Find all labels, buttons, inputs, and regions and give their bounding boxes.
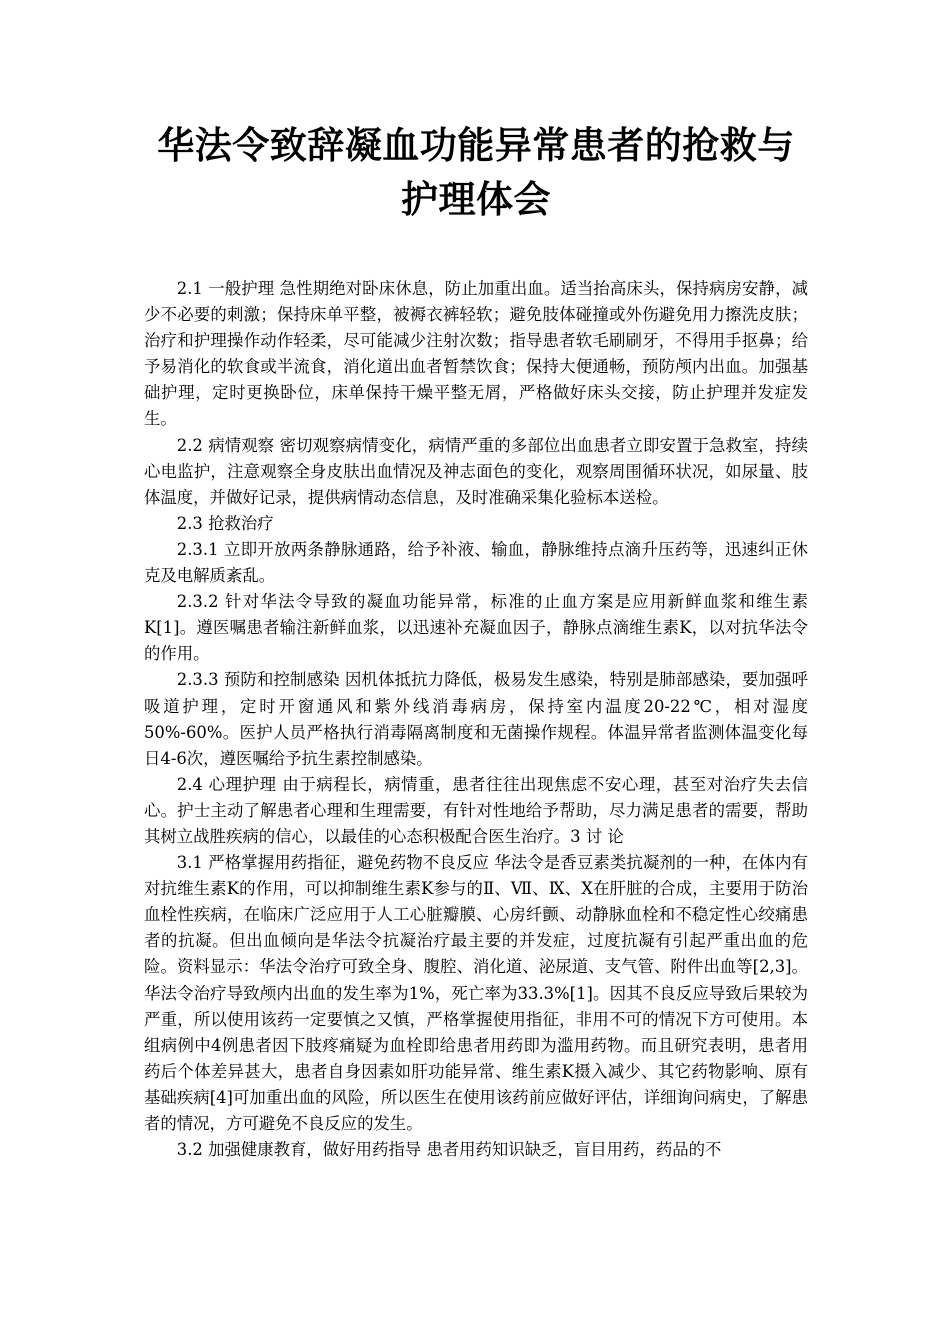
document-body (144, 276, 808, 1163)
paragraph-2-2-observation: 2.2 病情观察 密切观察病情变化，病情严重的多部位出血患者立即安置于急救室，持续心电监护，注意观察全身皮肤出血情况及神志面色的变化，观察周围循环状况，如尿量、肢体温度，并做好记录，提供病情动态信息，及时准确采集化验标本送检。 (144, 435, 808, 507)
paragraph-3-1: 3.1 严格掌握用药指征，避免药物不良反应 华法令是香豆素类抗凝剂的一种，在体内有对抗维生素K的作用，可以抑制维生素K参与的Ⅱ、Ⅶ、Ⅸ、Ⅹ在肝脏的合成，主要用于防治血栓性疾病，在临床广泛应用于人工心脏瓣膜、心房纤颤、动静脉血栓和不稳定性心绞痛患者的抗凝。但出血倾向是华法令抗凝治疗最主要的并发症，过度抗凝有引起严重出血的危险。资料显示：华法令治疗可致全身、腹腔、消化道、泌尿道、支气管、附件出血等[2,3]。华法令治疗导致颅内出血的发生率为1%，死亡率为33.3%[1]。因其不良反应导致后果较为严重，所以使用该药一定要慎之又慎，严格掌握使用指征，非用不可的情况下方可使用。本组病例中4例患者因下肢疼痛疑为血栓即给患者用药即为滥用药物。而且研究表明，患者用药后个体差异甚大，患者自身因素如肝功能异常、维生素K摄入减少、其它药物影响、原有基础疾病[4]可加重出血的风险，所以医生在使用该药前应做好评估，详细询问病史，了解患者的情况，方可避免不良反应的发生。 (144, 853, 808, 1133)
document-page (144, 118, 808, 1163)
document-title: 华法令致辞凝血功能异常患者的抢救与护理体会 (157, 123, 795, 221)
paragraph-3-2: 3.2 加强健康教育，做好用药指导 患者用药知识缺乏，盲目用药，药品的不 (176, 1140, 722, 1160)
paragraph-2-1-general-care: 2.1 一般护理 急性期绝对卧床休息，防止加重出血。适当抬高床头，保持病房安静，减少不必要的刺激；保持床单平整，被褥衣裤轻软；避免肢体碰撞或外伤避免用力擦洗皮肤；治疗和护理操作动作轻柔，尽可能减少注射次数；指导患者软毛刷刷牙，不得用手抠鼻；给予易消化的软食或半流食，消化道出血者暂禁饮食；保持大便通畅，预防颅内出血。加强基础护理，定时更换卧位，床单保持干燥平整无屑，严格做好床头交接，防止护理并发症发生。 (144, 279, 808, 429)
paragraph-2-3-rescue-heading: 2.3 抢救治疗 (176, 513, 274, 533)
paragraph-2-3-3: 2.3.3 预防和控制感染 因机体抵抗力降低，极易发生感染，特别是肺部感染，要加强呼吸道护理，定时开窗通风和紫外线消毒病房，保持室内温度20-22℃，相对湿度50%-60%。医护人员严格执行消毒隔离制度和无菌操作规程。体温异常者监测体温变化每日4-6次，遵医嘱给予抗生素控制感染。 (144, 670, 808, 768)
paragraph-2-4-psychological-care: 2.4 心理护理 由于病程长，病情重，患者往往出现焦虑不安心理，甚至对治疗失去信心。护士主动了解患者心理和生理需要，有针对性地给予帮助，尽力满足患者的需要，帮助其树立战胜疾病的信心，以最佳的心态积极配合医生治疗。3 讨 论 (144, 774, 808, 846)
paragraph-2-3-2: 2.3.2 针对华法令导致的凝血功能异常，标准的止血方案是应用新鲜血浆和维生素K[1]。遵医嘱患者输注新鲜血浆，以迅速补充凝血因子，静脉点滴维生素K，以对抗华法令的作用。 (144, 592, 808, 664)
paragraph-2-3-1: 2.3.1 立即开放两条静脉通路，给予补液、输血，静脉维持点滴升压药等，迅速纠正休克及电解质紊乱。 (144, 539, 808, 586)
